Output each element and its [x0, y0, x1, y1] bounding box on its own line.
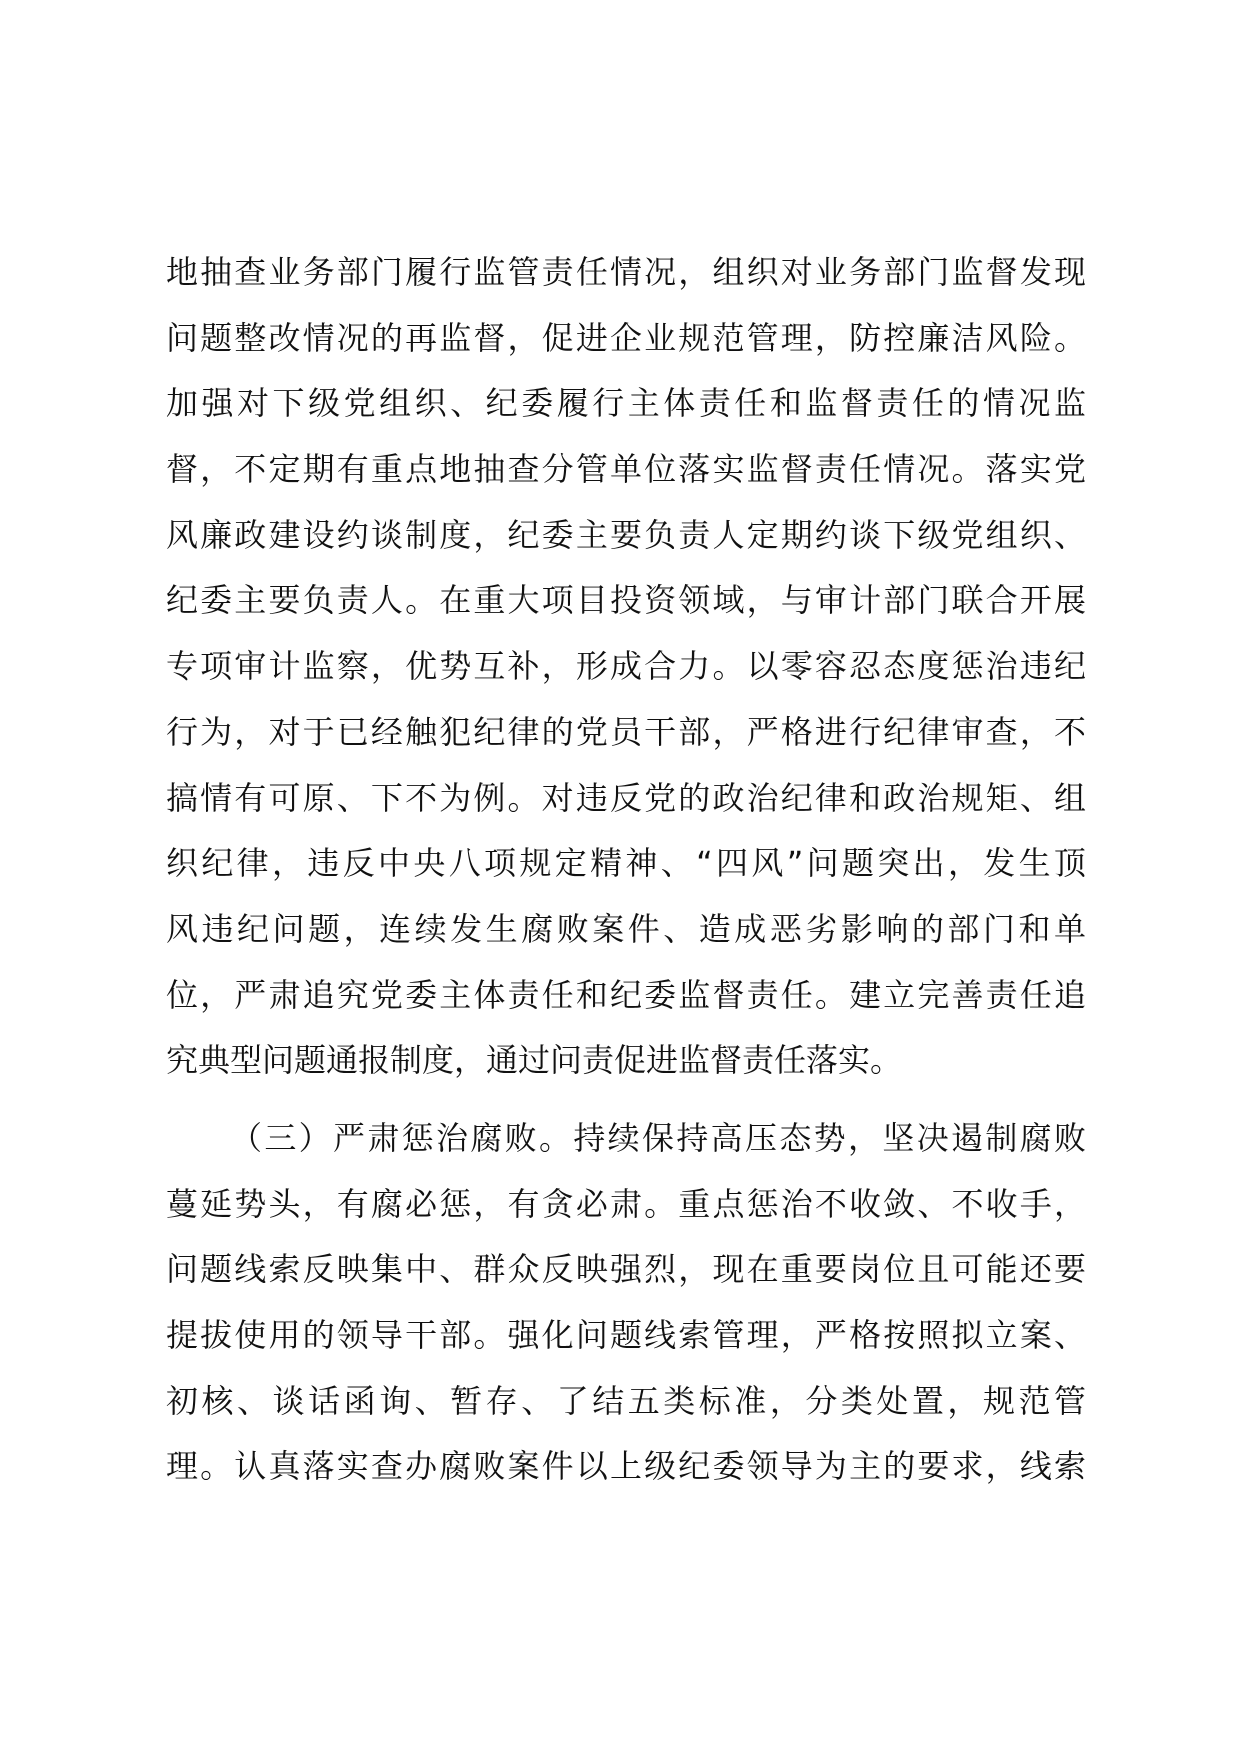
text-line: 问题整改情况的再监督，促进企业规范管理，防控廉洁风险。 [166, 318, 1086, 357]
text-line: 督，不定期有重点地抽查分管单位落实监督责任情况。落实党 [166, 450, 1086, 489]
text-line: 蔓延势头，有腐必惩，有贪必肃。重点惩治不收敛、不收手， [166, 1184, 1086, 1223]
text-line: 提拔使用的领导干部。强化问题线索管理，严格按照拟立案、 [166, 1316, 1086, 1354]
paragraph-1 [166, 240, 1086, 1094]
text-line: 位，严肃追究党委主体责任和纪委监督责任。建立完善责任追 [166, 975, 1086, 1014]
text-line: 专项审计监察，优势互补，形成合力。以零容忍态度惩治违纪 [166, 647, 1086, 686]
text-line: 问题线索反映集中、群众反映强烈，现在重要岗位且可能还要 [166, 1250, 1086, 1289]
paragraph-gap [166, 1094, 1086, 1106]
text-line: 搞情有可原、下不为例。对违反党的政治纪律和政治规矩、组 [166, 778, 1086, 817]
paragraph-2 [166, 1106, 1086, 1500]
text-line: 纪委主要负责人。在重大项目投资领域，与审计部门联合开展 [166, 581, 1086, 620]
text-line: （三）严肃惩治腐败。持续保持高压态势，坚决遏制腐败 [230, 1118, 1086, 1157]
text-line: 风廉政建设约谈制度，纪委主要负责人定期约谈下级党组织、 [166, 515, 1086, 554]
body-text [166, 240, 1086, 1500]
text-line: 地抽查业务部门履行监管责任情况，组织对业务部门监督发现 [166, 253, 1086, 291]
text-line: 加强对下级党组织、纪委履行主体责任和监督责任的情况监 [166, 384, 1086, 423]
text-line: 织纪律，违反中央八项规定精神、“四风”问题突出，发生顶 [166, 844, 1086, 883]
text-line: 行为，对于已经触犯纪律的党员干部，严格进行纪律审查，不 [166, 712, 1086, 751]
text-line: 风违纪问题，连续发生腐败案件、造成恶劣影响的部门和单 [166, 909, 1086, 948]
text-line: 究典型问题通报制度，通过问责促进监督责任落实。 [166, 1041, 903, 1080]
text-line: 初核、谈话函询、暂存、了结五类标准，分类处置，规范管 [166, 1381, 1086, 1420]
text-line: 理。认真落实查办腐败案件以上级纪委领导为主的要求，线索 [166, 1447, 1086, 1486]
